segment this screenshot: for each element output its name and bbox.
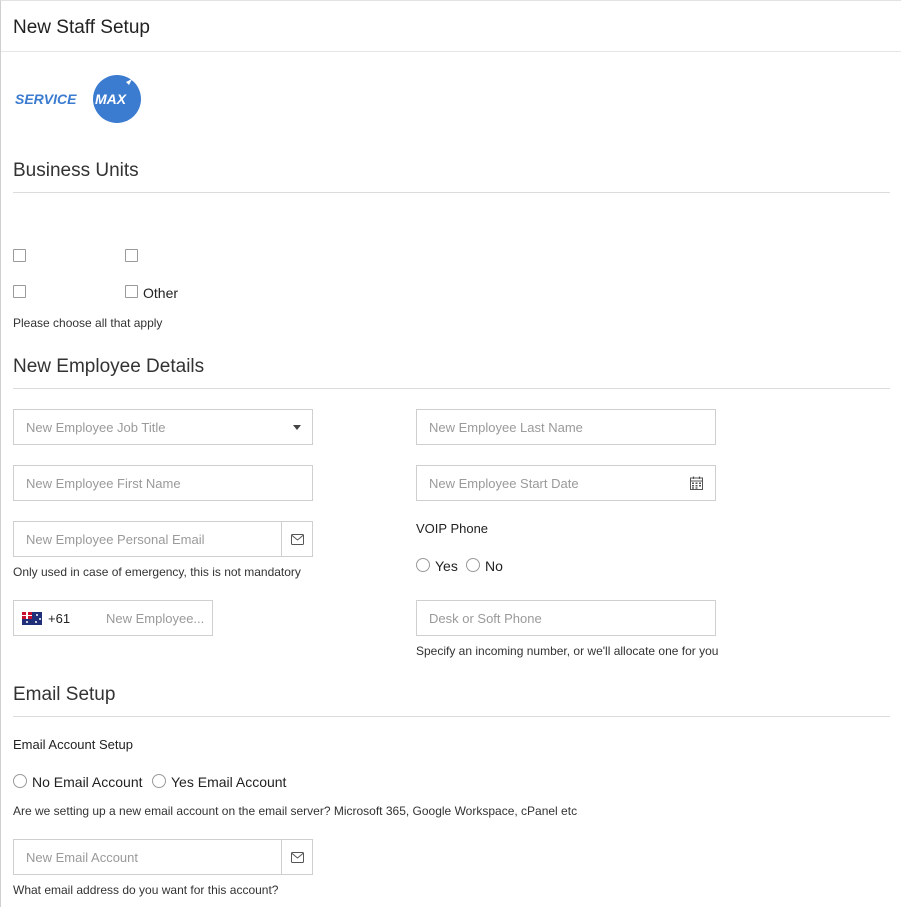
chevron-down-icon [293, 425, 301, 430]
personal-email-input[interactable] [13, 521, 313, 557]
business-unit-other-label: Other [143, 285, 179, 301]
page-header [1, 1, 901, 52]
job-title-placeholder: New Employee Job Title [26, 420, 166, 435]
email-setup-help: Are we setting up a new email account on the email server? Microsoft 365, Google Workspace, cPanel etc [13, 804, 578, 818]
servicemax-logo [13, 70, 147, 128]
desk-phone-input[interactable] [416, 600, 716, 636]
employee-details-divider [13, 388, 890, 389]
voip-yes-radio[interactable] [416, 558, 430, 572]
employee-details-title: New Employee Details [13, 356, 205, 377]
personal-email-help: Only used in case of emergency, this is not mandatory [13, 565, 301, 579]
dial-code[interactable]: +61 [48, 611, 71, 626]
mobile-phone-input[interactable] [13, 600, 213, 636]
email-setup-divider [13, 716, 890, 717]
personal-email-placeholder: New Employee Personal Email [26, 532, 205, 547]
logo-text-service: SERVICE [15, 91, 77, 107]
voip-phone-label: VOIP Phone [416, 521, 489, 536]
no-email-account-radio[interactable] [13, 774, 27, 788]
first-name-input[interactable] [13, 465, 313, 501]
page-title: New Staff Setup [13, 17, 150, 38]
yes-email-account-label[interactable]: Yes Email Account [171, 774, 287, 790]
calendar-icon[interactable] [690, 476, 703, 495]
last-name-input[interactable] [416, 409, 716, 445]
email-account-setup-label: Email Account Setup [13, 737, 133, 752]
business-units-divider [13, 192, 890, 193]
australia-flag-icon[interactable] [22, 612, 42, 625]
voip-no-radio[interactable] [466, 558, 480, 572]
no-email-account-label[interactable]: No Email Account [32, 774, 143, 790]
logo-text-max: MAX [95, 91, 127, 107]
yes-email-account-radio[interactable] [152, 774, 166, 788]
envelope-icon [281, 840, 312, 874]
business-unit-checkbox-1[interactable] [13, 249, 26, 262]
envelope-icon [281, 522, 312, 556]
new-email-account-input[interactable] [13, 839, 313, 875]
email-setup-title: Email Setup [13, 684, 116, 705]
job-title-select[interactable] [13, 409, 313, 445]
business-unit-checkbox-2[interactable] [125, 249, 138, 262]
start-date-input[interactable] [416, 465, 716, 501]
business-units-help: Please choose all that apply [13, 316, 163, 330]
desk-phone-placeholder: Desk or Soft Phone [429, 611, 542, 626]
business-unit-checkbox-other[interactable] [125, 285, 138, 298]
voip-no-label[interactable]: No [485, 558, 503, 574]
business-unit-checkbox-3[interactable] [13, 285, 26, 298]
first-name-placeholder: New Employee First Name [26, 476, 181, 491]
new-email-account-placeholder: New Email Account [26, 850, 138, 865]
desk-phone-help: Specify an incoming number, or we'll allocate one for you [416, 644, 719, 658]
mobile-phone-placeholder: New Employee... [106, 611, 205, 626]
new-email-account-help: What email address do you want for this account? [13, 883, 279, 897]
last-name-placeholder: New Employee Last Name [429, 420, 583, 435]
business-units-title: Business Units [13, 160, 139, 181]
start-date-placeholder: New Employee Start Date [429, 476, 579, 491]
voip-yes-label[interactable]: Yes [435, 558, 458, 574]
